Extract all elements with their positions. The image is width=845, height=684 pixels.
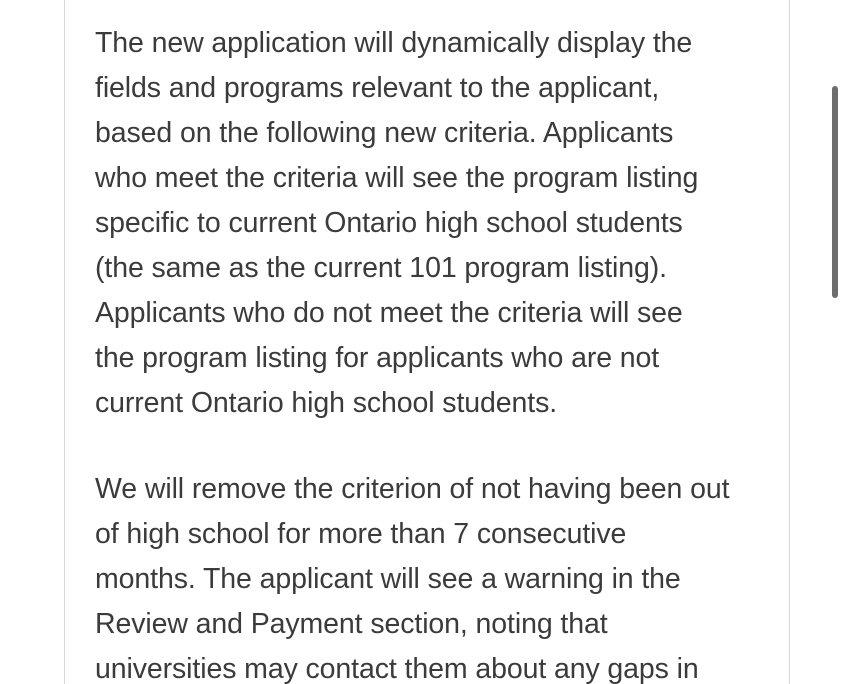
text-line: of high school for more than 7 consecutive [95,518,627,550]
text-line: Applicants who do not meet the criteria will see [95,297,683,329]
paragraph-criteria [95,21,785,426]
text-line: specific to current Ontario high school students [95,207,683,239]
text-line: The new application will dynamically display the [95,27,693,59]
text-line: the program listing for applicants who are not [95,342,660,374]
text-line: based on the following new criteria. Applicants [95,117,674,149]
text-line: universities may contact them about any gaps in [95,653,699,684]
text-line: months. The applicant will see a warning in the [95,563,681,595]
text-line: fields and programs relevant to the applicant, [95,72,660,104]
text-line: We will remove the criterion of not having been out [95,473,730,505]
text-line: (the same as the current 101 program listing). [95,252,667,284]
text-line: who meet the criteria will see the program listing [95,162,699,194]
scrollbar-thumb[interactable] [832,86,838,298]
text-line: current Ontario high school students. [95,387,558,419]
paragraph-criterion-removal [95,467,785,684]
text-line: Review and Payment section, noting that [95,608,608,640]
